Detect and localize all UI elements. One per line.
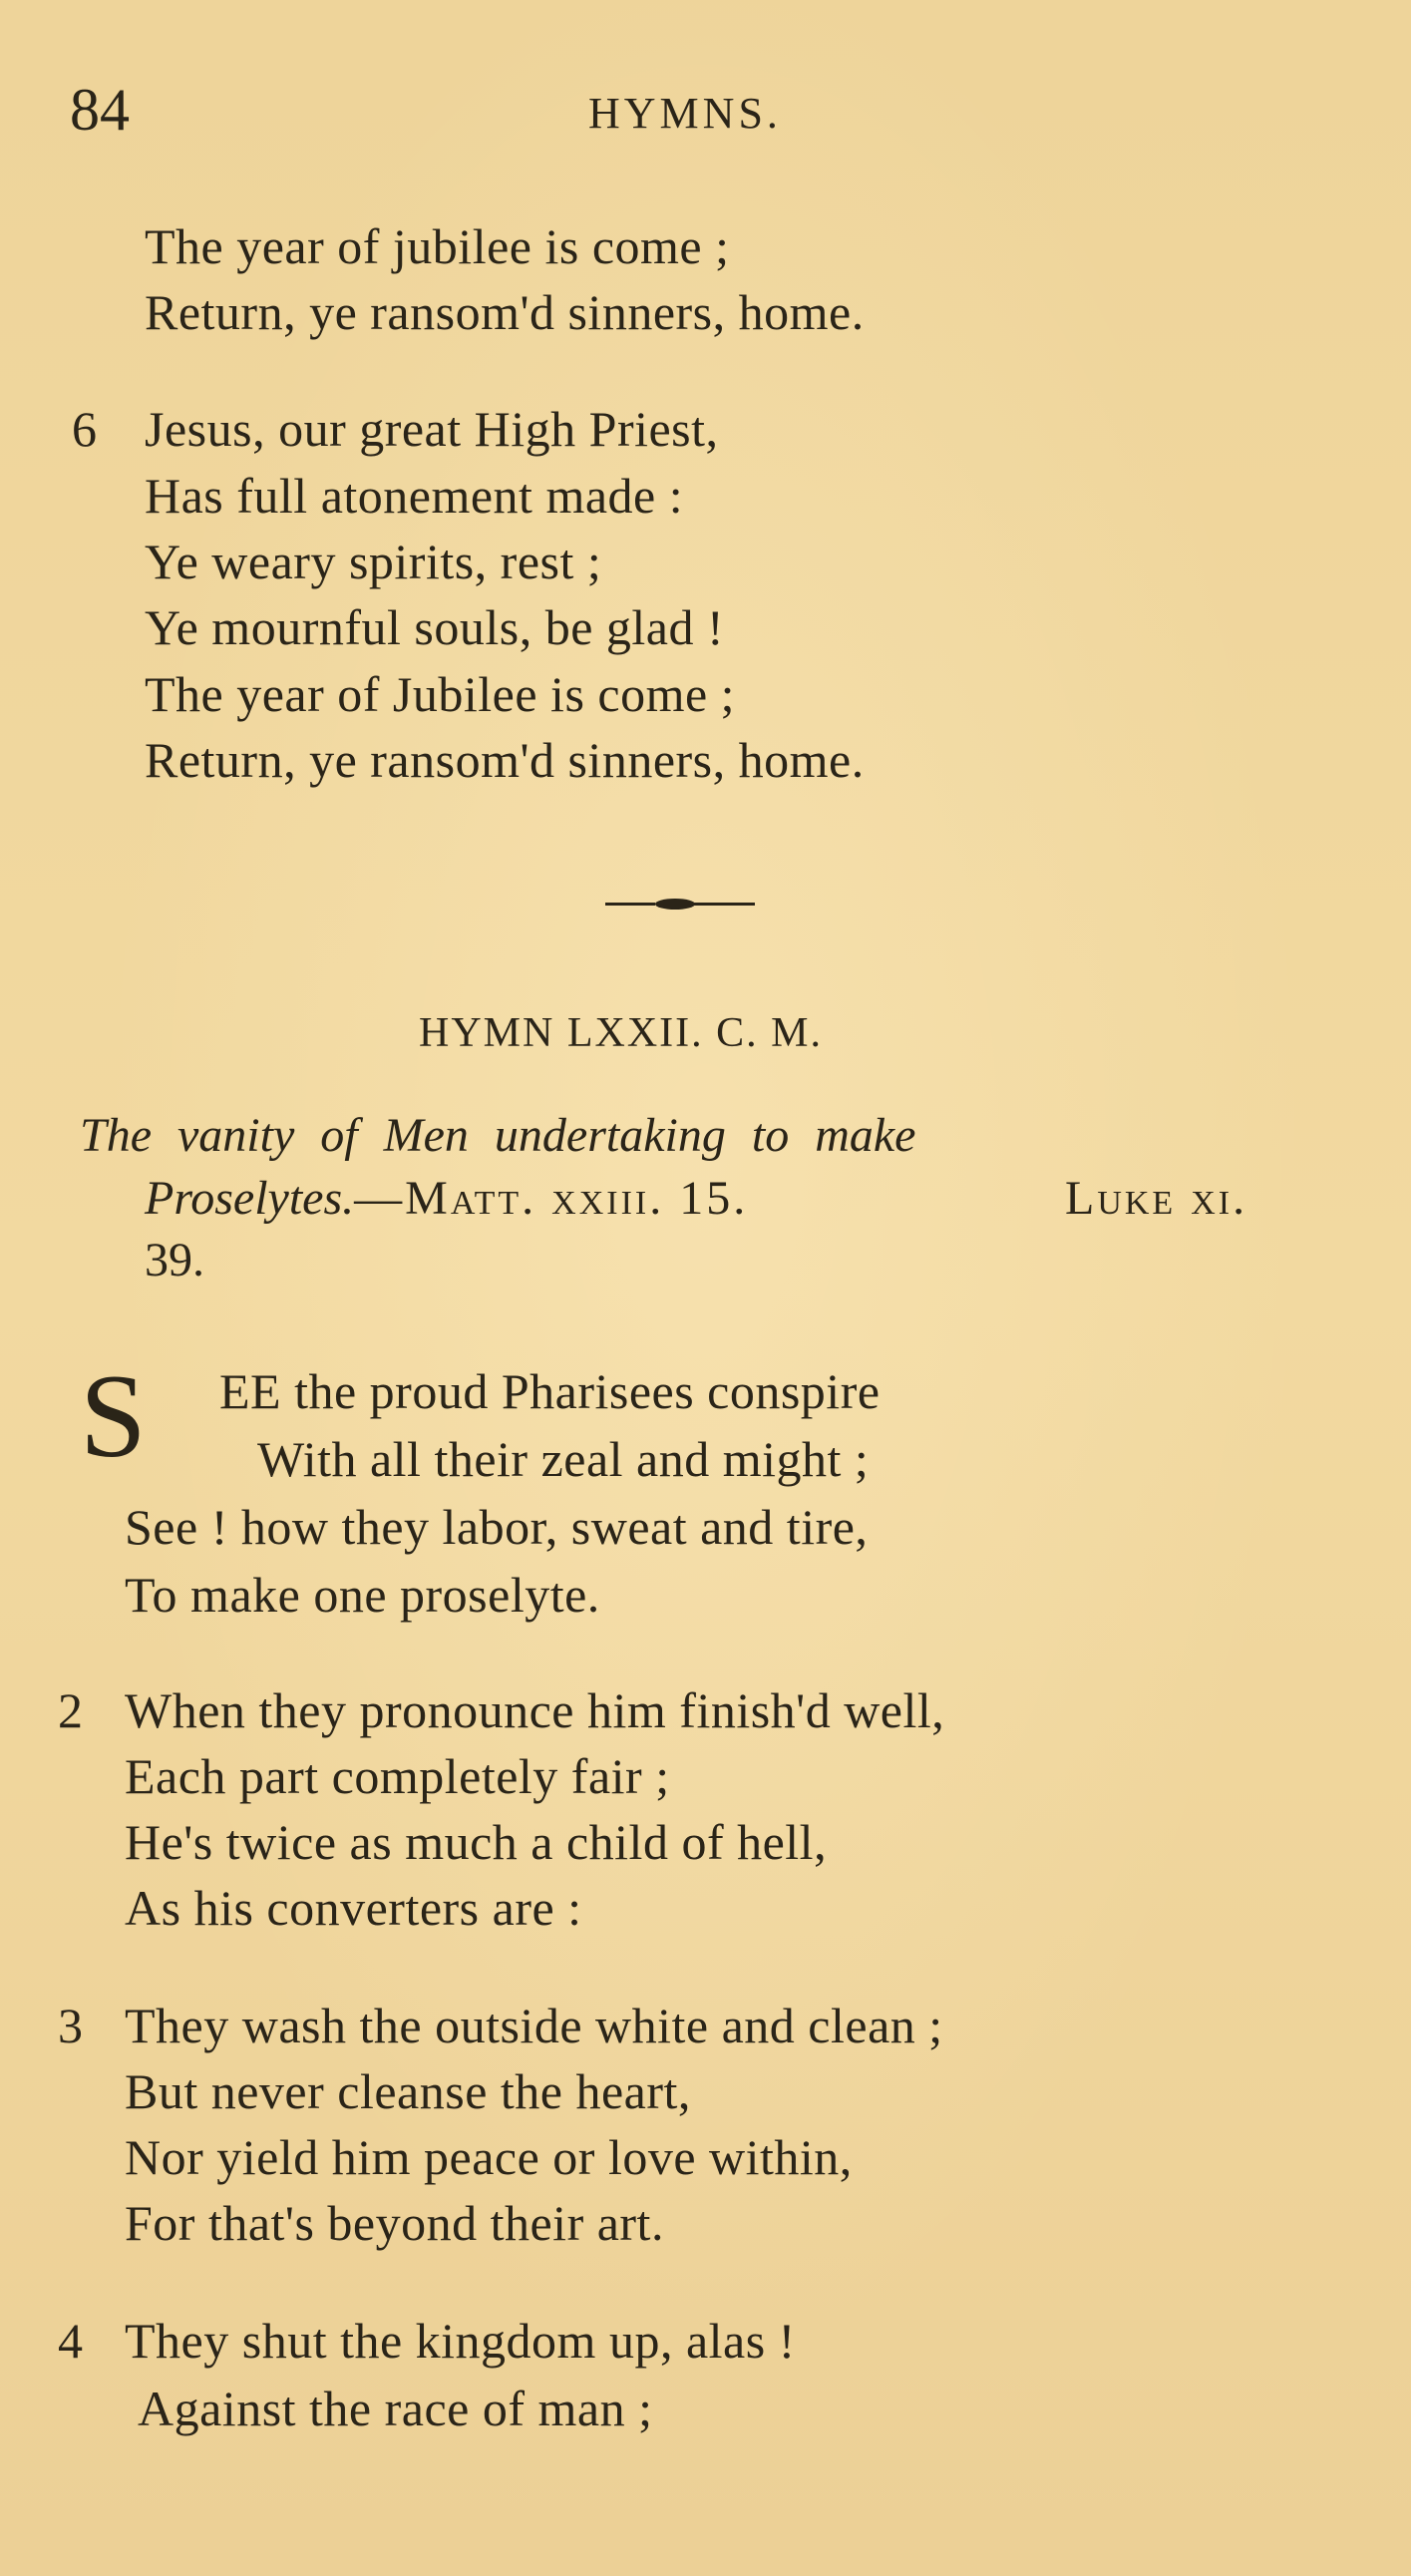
verse-line: He's twice as much a child of hell, <box>125 1814 828 1870</box>
verse-line: Against the race of man ; <box>138 2381 653 2436</box>
running-title: HYMNS. <box>588 89 782 138</box>
page-number: 84 <box>70 77 130 143</box>
verse-line: Nor yield him peace or love within, <box>125 2129 853 2185</box>
verse-line: With all their zeal and might ; <box>257 1431 870 1487</box>
verse-line: See ! how they labor, sweat and tire, <box>125 1499 869 1555</box>
verse-line: They wash the outside white and clean ; <box>125 1998 943 2053</box>
hymn-subtitle: The vanity of Men undertaking to make <box>80 1109 916 1162</box>
verse-line: Each part completely fair ; <box>125 1748 670 1804</box>
verse-line: Jesus, our great High Priest, <box>145 401 719 457</box>
stanza-number: 3 <box>58 1998 83 2053</box>
verse-line: To make one proselyte. <box>125 1567 600 1623</box>
scripture-reference: —Matt. xxiii. 15. <box>354 1172 749 1225</box>
hymn-subtitle-line2 <box>145 1172 749 1225</box>
verse-line: But never cleanse the heart, <box>125 2063 691 2119</box>
scripture-reference: Luke xi. <box>1065 1172 1248 1225</box>
verse-line: As his converters are : <box>125 1880 582 1936</box>
verse-line: For that's beyond their art. <box>125 2195 664 2251</box>
hymn-subtitle-proselytes: Proselytes. <box>145 1172 355 1225</box>
ornament-divider <box>605 898 755 910</box>
verse-line: Has full atonement made : <box>145 468 684 524</box>
verse-line: Return, ye ransom'd sinners, home. <box>145 284 865 340</box>
stanza-number: 2 <box>58 1682 83 1738</box>
stanza-number: 6 <box>72 401 97 457</box>
hymn-heading: HYMN LXXII. C. M. <box>419 1010 823 1056</box>
stanza-number: 4 <box>58 2313 83 2369</box>
drop-cap: S <box>80 1349 147 1482</box>
verse-line: Ye mournful souls, be glad ! <box>145 599 725 655</box>
verse-line: Return, ye ransom'd sinners, home. <box>145 732 865 788</box>
verse-line: The year of Jubilee is come ; <box>145 666 736 722</box>
verse-line: When they pronounce him finish'd well, <box>125 1682 945 1738</box>
verse-line: Ye weary spirits, rest ; <box>145 534 602 589</box>
scripture-reference: 39. <box>145 1234 204 1287</box>
verse-line: They shut the kingdom up, alas ! <box>125 2313 796 2369</box>
verse-line: EE the proud Pharisees conspire <box>219 1363 881 1419</box>
verse-line: The year of jubilee is come ; <box>145 218 730 274</box>
